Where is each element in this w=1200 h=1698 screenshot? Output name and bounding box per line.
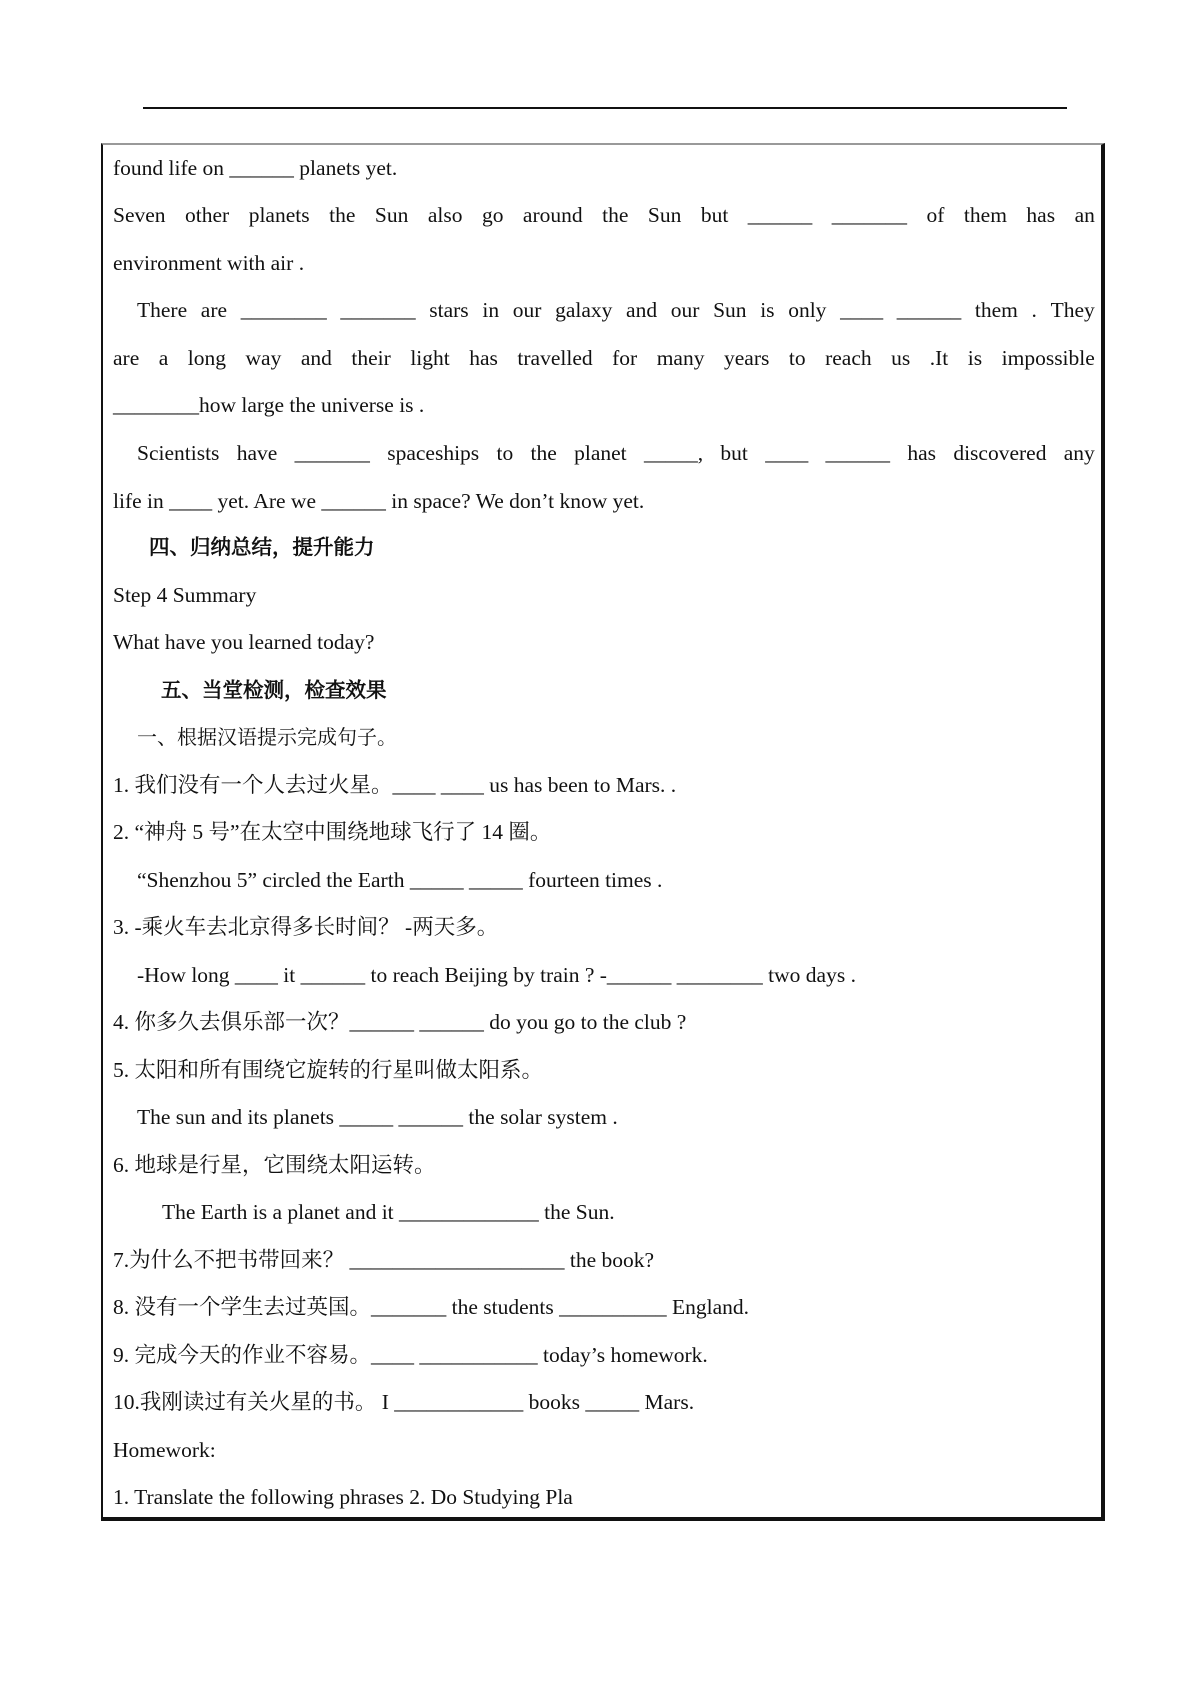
text-line-1: found life on ______ planets yet. <box>113 156 398 180</box>
exercise-3-english: -How long ____ it ______ to reach Beijing by train ? -______ ________ two days . <box>137 963 856 987</box>
word: light <box>410 346 450 370</box>
word: has <box>469 346 498 370</box>
word: the <box>329 203 356 227</box>
word: spaceships <box>387 441 480 465</box>
word: go <box>481 203 504 227</box>
word: but <box>720 441 748 465</box>
word: reach <box>825 346 872 370</box>
word: Sun <box>374 203 409 227</box>
homework-item-1: 1. Translate the following phrases 2. Do Studying Pla <box>113 1485 573 1509</box>
subheading-1: 一、根据汉语提示完成句子。 <box>137 725 397 749</box>
homework-label: Homework: <box>113 1438 216 1462</box>
word: to <box>788 346 806 370</box>
exercise-10: 10.我刚读过有关火星的书。 I ____________ books _____ Mars. <box>113 1390 695 1414</box>
word: . <box>1031 298 1037 322</box>
word: ____ <box>765 441 809 465</box>
text-line-2 <box>113 205 1095 227</box>
text-line-8: life in ____ yet. Are we ______ in space? We don’t know yet. <box>113 489 645 513</box>
word: have <box>236 441 278 465</box>
word: of <box>926 203 945 227</box>
word: impossible <box>1001 346 1095 370</box>
word: their <box>351 346 391 370</box>
word: There <box>137 298 188 322</box>
question-today: What have you learned today? <box>113 630 375 654</box>
exercise-2: 2. “神舟 5 号”在太空中围绕地球飞行了 14 圈。 <box>113 820 552 844</box>
word: and <box>626 298 658 322</box>
text-line-3: environment with air . <box>113 251 305 275</box>
word: galaxy <box>555 298 613 322</box>
word: are <box>113 346 140 370</box>
word: ______ <box>825 441 891 465</box>
word: around <box>522 203 583 227</box>
word: is <box>760 298 775 322</box>
section-heading-4: 四、归纳总结，提升能力 <box>149 535 375 559</box>
word: planet <box>574 441 627 465</box>
word: _______ <box>340 298 416 322</box>
word: the <box>602 203 629 227</box>
word: ______ <box>896 298 962 322</box>
word: planets <box>248 203 310 227</box>
exercise-8: 8. 没有一个学生去过英国。_______ the students __________ England. <box>113 1295 750 1319</box>
text-line-5 <box>113 348 1095 370</box>
exercise-1: 1. 我们没有一个人去过火星。____ ____ us has been to Mars. . <box>113 773 677 797</box>
exercise-6-english: The Earth is a planet and it _____________ the Sun. <box>162 1200 615 1224</box>
step4-summary: Step 4 Summary <box>113 583 257 607</box>
word: Sun <box>713 298 747 322</box>
exercise-6: 6. 地球是行星，它围绕太阳运转。 <box>113 1153 436 1177</box>
word: other <box>185 203 230 227</box>
word: ________ <box>240 298 327 322</box>
word: stars <box>429 298 469 322</box>
word: is <box>967 346 983 370</box>
word: for <box>612 346 638 370</box>
word: .It <box>929 346 949 370</box>
text-line-6: ________how large the universe is . <box>113 393 425 417</box>
word: has <box>1026 203 1056 227</box>
word: Scientists <box>137 441 220 465</box>
word: long <box>187 346 227 370</box>
word: us <box>891 346 911 370</box>
word: has <box>907 441 936 465</box>
word: travelled <box>517 346 593 370</box>
word: Sun <box>647 203 682 227</box>
word: discovered <box>953 441 1047 465</box>
word: an <box>1074 203 1095 227</box>
word: our <box>512 298 542 322</box>
exercise-7: 7.为什么不把书带回来？ ____________________ the book? <box>113 1248 655 1272</box>
word: a <box>158 346 169 370</box>
exercise-3: 3. -乘火车去北京得多长时间？ -两天多。 <box>113 915 499 939</box>
exercise-9: 9. 完成今天的作业不容易。____ ___________ today’s homework. <box>113 1343 708 1367</box>
word: ______ <box>747 203 813 227</box>
word: way <box>245 346 282 370</box>
word: to <box>496 441 514 465</box>
word: also <box>427 203 463 227</box>
word: them <box>974 298 1018 322</box>
text-line-7 <box>137 443 1095 465</box>
word: in <box>482 298 500 322</box>
exercise-4: 4. 你多久去俱乐部一次？______ ______ do you go to the club ? <box>113 1010 687 1034</box>
text-line-4 <box>137 300 1095 322</box>
word: They <box>1050 298 1095 322</box>
word: ____ <box>840 298 884 322</box>
word: are <box>200 298 228 322</box>
word: and <box>300 346 332 370</box>
section-heading-5: 五、当堂检测，检查效果 <box>161 678 387 702</box>
word: only <box>788 298 827 322</box>
word: our <box>670 298 700 322</box>
word: but <box>700 203 729 227</box>
word: _______ <box>294 441 370 465</box>
exercise-5: 5. 太阳和所有围绕它旋转的行星叫做太阳系。 <box>113 1058 544 1082</box>
word: many <box>656 346 705 370</box>
word: _______ <box>831 203 908 227</box>
word: the <box>530 441 557 465</box>
exercise-5-english: The sun and its planets _____ ______ the solar system . <box>137 1105 618 1129</box>
word: _____, <box>643 441 704 465</box>
word: any <box>1063 441 1095 465</box>
word: Seven <box>113 203 166 227</box>
header-rule <box>143 107 1067 109</box>
exercise-2-english: “Shenzhou 5” circled the Earth _____ _____ fourteen times . <box>137 868 663 892</box>
word: them <box>963 203 1007 227</box>
word: years <box>723 346 770 370</box>
